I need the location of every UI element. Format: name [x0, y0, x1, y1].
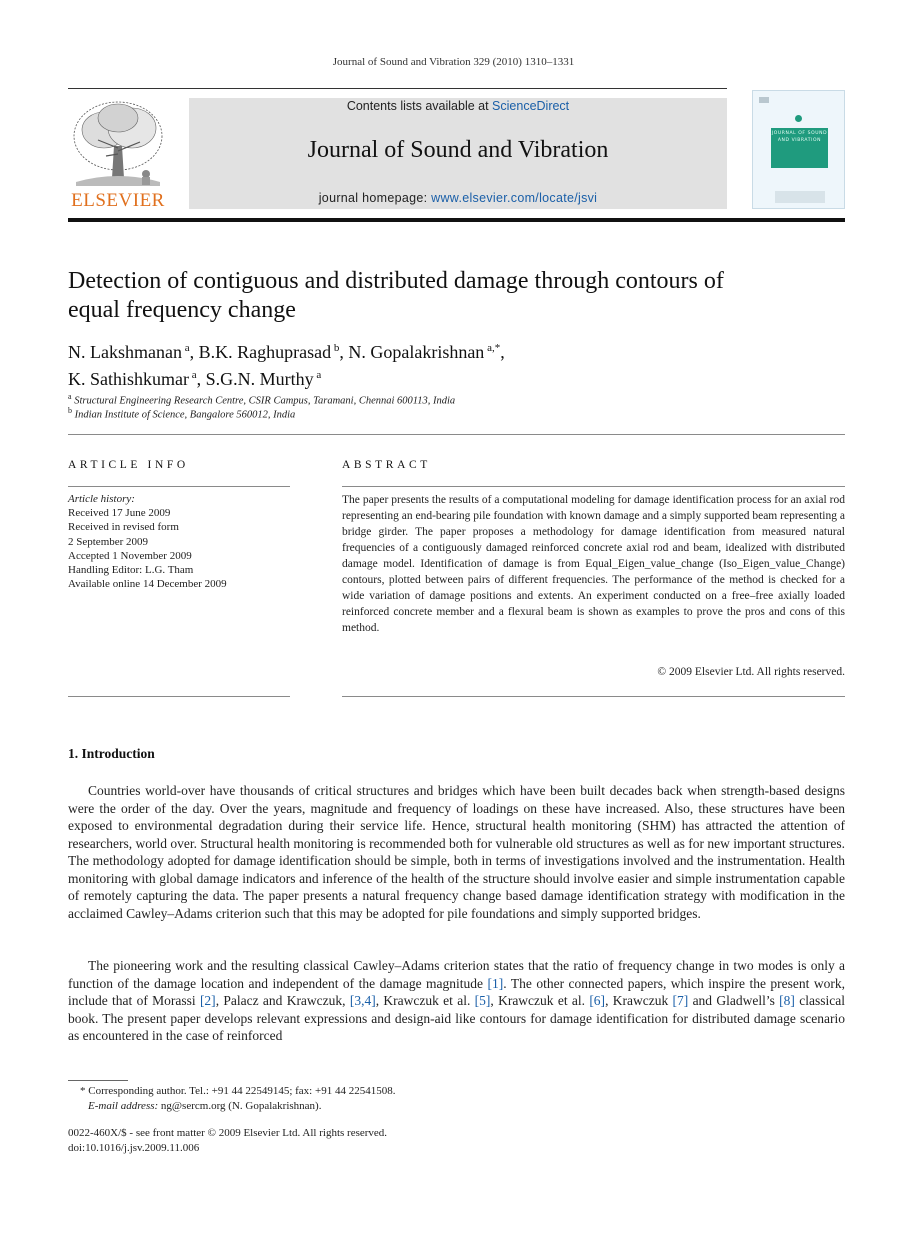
history-item: Available online 14 December 2009: [68, 578, 227, 591]
author-affiliation-mark: a: [191, 369, 197, 381]
affiliation-text: Indian Institute of Science, Bangalore 560012, India: [74, 409, 296, 421]
abstract-copyright: © 2009 Elsevier Ltd. All rights reserved.: [657, 666, 845, 678]
history-item: Received 17 June 2009: [68, 507, 171, 520]
history-label: Article history:: [68, 493, 135, 505]
front-matter-issn: 0022-460X/$ - see front matter © 2009 Elsevier Ltd. All rights reserved.: [68, 1127, 388, 1139]
homepage-link[interactable]: www.elsevier.com/locate/jsvi: [431, 191, 598, 205]
author-name: S.G.N. Murthy: [205, 369, 314, 389]
cover-title-text: JOURNAL OF SOUND AND VIBRATION: [771, 131, 828, 143]
history-item: Received in revised form: [68, 521, 179, 534]
cover-publisher-mark: [759, 97, 769, 103]
affiliation-mark: a: [68, 392, 72, 401]
paragraph-text: and Gladwell’s: [688, 993, 780, 1008]
journal-cover-thumbnail: [752, 90, 845, 209]
article-info-heading: ARTICLE INFO: [68, 459, 189, 471]
contents-line: [189, 99, 727, 113]
affiliation-text: Structural Engineering Research Centre, CSIR Campus, Taramani, Chennai 600113, India: [74, 395, 456, 407]
abstract-rule: [342, 486, 845, 487]
paragraph-text: Countries world-over have thousands of critical structures and bridges which have been built decades back when strength-based designs were the order of the day. Over the years, magnitude and frequency of loadings on these have increased. Also, these structures have been exposed to environmental degradation during their service life. Hence, structural health monitoring (SHM) has attracted the attention of researchers, world over. Structural health monitoring is recommended both for vulnerable old structures as well as for new important structures. The methodology adopted for damage identification should be simple, both in terms of investigations involved and the instrumentation. Health monitoring with global damage indicators and inference of the health of the structure should involve easier and simple instrumentation capable of remotely capturing the data. The paper presents a natural frequency change based damage identification strategy with modification in the acclaimed Cawley–Adams criterion such that this may be adopted for pile foundations and simply supported bridges.: [68, 783, 845, 921]
citation-link[interactable]: [8]: [779, 993, 795, 1008]
elsevier-wordmark: ELSEVIER: [71, 190, 165, 211]
author-list: N. Lakshmanan $^a$, B.K. Raghuprasad $^b$, N. Gopalakrishnan $^{a,*}$, K. Sathishkumar $^a$, S.G.N. Murthy $^a$: [68, 342, 505, 389]
citation-link[interactable]: [5]: [474, 993, 491, 1008]
body-paragraph: [68, 782, 845, 922]
paragraph-text: , Krawczuk: [605, 993, 673, 1008]
author-affiliation-mark: b: [333, 342, 340, 354]
abstract-text: The paper presents the results of a computational modeling for damage identification process for an axial rod representing an end-bearing pile foundation with known damage and a simply supported beam representing a bridge girder. The paper proposes a methodology for damage identification from measured natural frequencies of a contiguously damaged reinforced concrete axial rod and beam, idealized with distributed damage model. Identification of damage is from Equal_Eigen_value_change (Iso_Eigen_value_Change) contours, plotted between pairs of different frequencies. The performance of the method is checked for a wide variation of damage positions and extents. An experiment conducted on a free–free axially loaded reinforced concrete member and a flexural beam is shown as examples to prove the pros and cons of this method.: [342, 494, 845, 634]
author-name: N. Lakshmanan: [68, 342, 182, 362]
author-affiliation-mark: a: [316, 369, 322, 381]
citation-link[interactable]: [7]: [672, 993, 689, 1008]
history-item: Accepted 1 November 2009: [68, 549, 192, 562]
author-name: N. Gopalakrishnan: [348, 342, 485, 362]
email-address[interactable]: ng@sercm.org (N. Gopalakrishnan).: [158, 1100, 322, 1112]
affiliation: [68, 406, 768, 421]
citation-link[interactable]: [1]: [487, 975, 504, 991]
homepage-prefix: journal homepage:: [318, 191, 432, 205]
article-title: Detection of contiguous and distributed damage through contours of equal frequency change: [68, 268, 724, 323]
email-footnote: [68, 1099, 788, 1114]
article-info-rule: [68, 486, 290, 487]
history-item: 2 September 2009: [68, 535, 149, 548]
doi[interactable]: doi:10.1016/j.jsv.2009.11.006: [68, 1142, 200, 1154]
homepage-line: [189, 191, 727, 205]
citation-link[interactable]: [3,4]: [349, 993, 376, 1008]
article-history: [68, 492, 290, 591]
author-affiliation-mark: a,*: [487, 342, 501, 354]
sciencedirect-link[interactable]: ScienceDirect: [492, 99, 570, 113]
paragraph-text: classical book. The present paper develops relevant expressions and design-aid like contours for damage identification for distributed damage scenario as encountered in the case of reinforced: [68, 993, 845, 1043]
affiliation-mark: b: [68, 406, 72, 415]
paragraph-text: The pioneering work and the resulting classical Cawley–Adams criterion states that the ratio of frequency change in two modes is only a function of the damage location and independent of the damage magnitude: [68, 958, 845, 991]
paragraph-text: , Krawczuk et al.: [375, 993, 475, 1008]
corresponding-author-footnote: * Corresponding author. Tel.: +91 44 22549145; fax: +91 44 22541508.: [80, 1085, 396, 1097]
article-info-bottom-rule: [68, 696, 290, 697]
paragraph-text: , Palacz and Krawczuk,: [215, 993, 350, 1008]
history-item: Handling Editor: L.G. Tham: [68, 564, 194, 577]
body-paragraph: [68, 957, 845, 1045]
masthead-bottom-rule: [68, 218, 845, 222]
title-block-divider: [68, 434, 845, 435]
cover-footer-mark: [775, 191, 825, 203]
section-heading-introduction: 1. Introduction: [68, 746, 155, 761]
masthead-top-rule: [68, 88, 727, 89]
abstract-bottom-rule: [342, 696, 845, 697]
affiliation: [68, 392, 768, 407]
paragraph-text: , Krawczuk et al.: [490, 993, 590, 1008]
author-name: K. Sathishkumar: [68, 369, 189, 389]
author-affiliation-mark: a: [184, 342, 190, 354]
citation-link[interactable]: [2]: [199, 993, 216, 1008]
citation-link[interactable]: [6]: [589, 993, 606, 1008]
paragraph-text: . The other connected papers, which inspire the present work, include that of Morassi: [68, 975, 845, 1008]
author-name: B.K. Raghuprasad: [198, 342, 332, 362]
email-label: E-mail address:: [88, 1100, 159, 1112]
footnote-rule: [68, 1080, 128, 1081]
abstract-heading: ABSTRACT: [342, 459, 431, 471]
cover-emblem-icon: [795, 115, 802, 122]
running-head: Journal of Sound and Vibration 329 (2010) 1310–1331: [332, 56, 575, 68]
contents-prefix: Contents lists available at: [346, 99, 493, 113]
journal-name: Journal of Sound and Vibration: [307, 137, 609, 163]
